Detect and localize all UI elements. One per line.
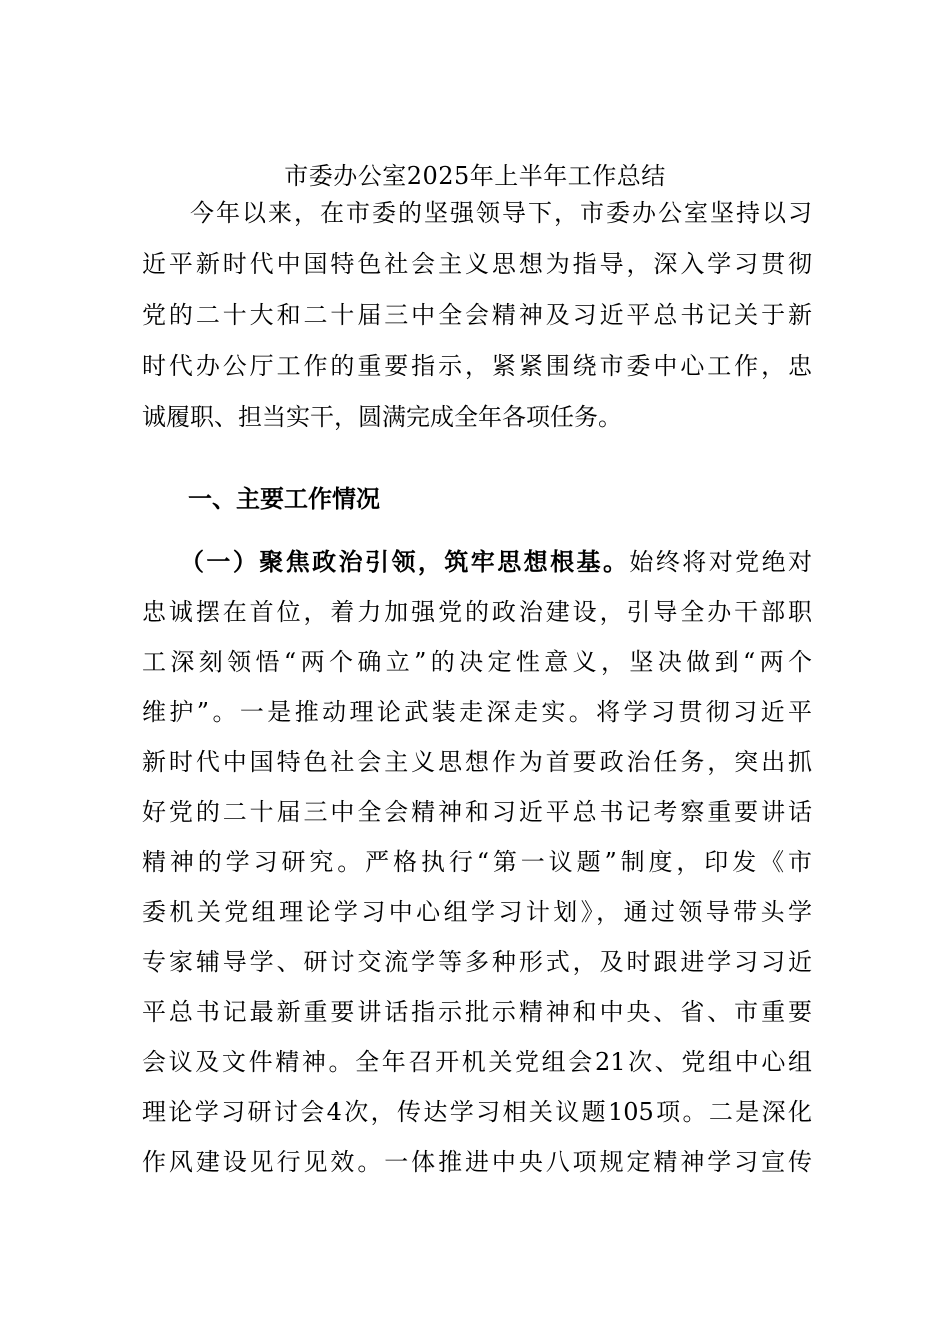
intro-line: 今年以来，在市委的坚强领导下，市委办公室坚持以习 <box>190 199 812 227</box>
intro-line: 诚履职、担当实干，圆满完成全年各项任务。 <box>142 403 622 431</box>
intro-line: 时代办公厅工作的重要指示，紧紧围绕市委中心工作，忠 <box>142 352 812 380</box>
body-line: 作风建设见行见效。一体推进中央八项规定精神学习宣传 <box>142 1148 812 1176</box>
body-line: 理论学习研讨会4次，传达学习相关议题105项。二是深化 <box>142 1098 812 1126</box>
body-line: 委机关党组理论学习中心组学习计划》，通过领导带头学 <box>142 898 812 926</box>
body-line: 会议及文件精神。全年召开机关党组会21次、党组中心组 <box>142 1048 812 1076</box>
body-line: 精神的学习研究。严格执行“第一议题”制度，印发《市 <box>142 848 812 876</box>
intro-line: 近平新时代中国特色社会主义思想为指导，深入学习贯彻 <box>142 250 812 278</box>
subsection-heading: （一）聚焦政治引领，筑牢思想根基。 <box>180 547 630 576</box>
body-line: 专家辅导学、研讨交流学等多种形式，及时跟进学习习近 <box>142 948 812 976</box>
body-line: 维护”。一是推动理论武装走深走实。将学习贯彻习近平 <box>142 698 812 726</box>
body-line: 忠诚摆在首位，着力加强党的政治建设，引导全办干部职 <box>142 598 812 626</box>
section-heading: 一、主要工作情况 <box>188 484 380 513</box>
body-line: 好党的二十届三中全会精神和习近平总书记考察重要讲话 <box>142 798 812 826</box>
document-title: 市委办公室2025年上半年工作总结 <box>284 162 666 190</box>
intro-line: 党的二十大和二十届三中全会精神及习近平总书记关于新 <box>142 301 812 329</box>
subsection-lead-text: 始终将对党绝对 <box>629 548 812 576</box>
subsection-first-line <box>180 545 812 579</box>
body-line: 新时代中国特色社会主义思想作为首要政治任务，突出抓 <box>142 748 812 776</box>
body-line: 工深刻领悟“两个确立”的决定性意义，坚决做到“两个 <box>142 648 812 676</box>
body-line: 平总书记最新重要讲话指示批示精神和中央、省、市重要 <box>142 998 812 1026</box>
